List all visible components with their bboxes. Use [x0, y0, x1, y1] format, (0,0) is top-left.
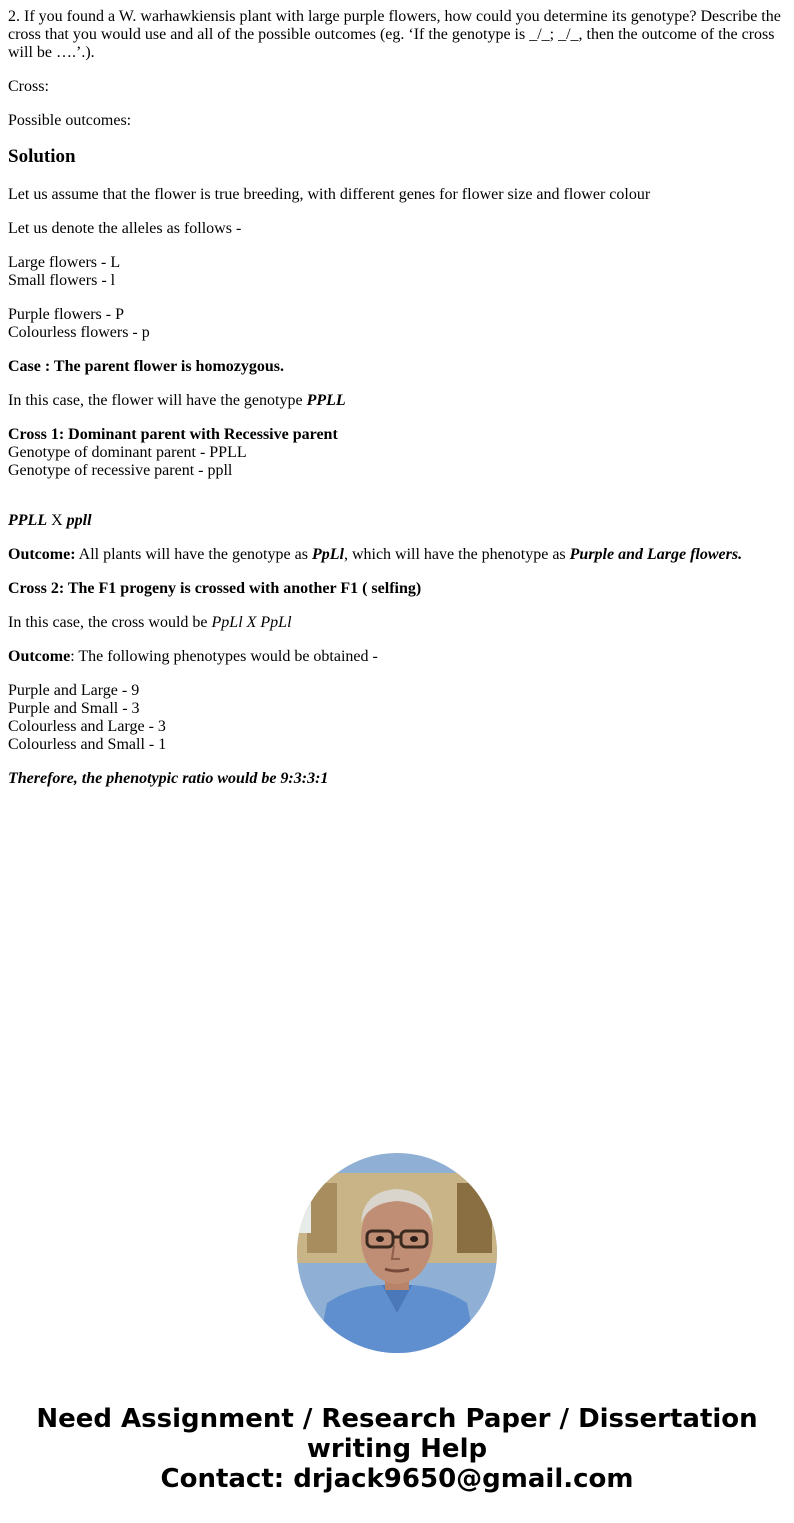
allele-large: Large flowers - L [8, 254, 121, 271]
document-content [8, 8, 786, 804]
phenotype-item: Colourless and Small - 1 [8, 736, 167, 753]
cross1-block [8, 426, 786, 480]
alleles-colour-block [8, 306, 786, 342]
footer-contact: Contact: drjack9650@gmail.com [160, 1464, 634, 1494]
cross2-heading: Cross 2: The F1 progeny is crossed with another F1 ( selfing) [8, 580, 422, 597]
question-text: 2. If you found a W. warhawkiensis plant with large purple flowers, how could you determine its genotype? Describe the cross that you would use and all of the possible outcomes (eg. ‘If the genotype is _/_; _/_, then the outcome of the cross will be ….’.). [8, 8, 781, 61]
cross-label: Cross: [8, 78, 49, 95]
phenotype-item: Purple and Small - 3 [8, 700, 140, 717]
cross1-outcome: Outcome: All plants will have the genotype as PpLl, which will have the phenotype as Purple and Large flowers. [8, 546, 743, 563]
cross1-heading: Cross 1: Dominant parent with Recessive parent [8, 426, 338, 443]
solution-heading: Solution [8, 146, 76, 167]
assumption-text: Let us assume that the flower is true breeding, with different genes for flower size and flower colour [8, 186, 651, 203]
conclusion: Therefore, the phenotypic ratio would be 9:3:3:1 [8, 770, 329, 787]
possible-outcomes-label: Possible outcomes: [8, 112, 132, 129]
cross2-outcome: Outcome: The following phenotypes would be obtained - [8, 648, 378, 665]
footer-line-2: writing Help [306, 1434, 488, 1464]
phenotype-item: Colourless and Large - 3 [8, 718, 166, 735]
cross1-recessive: Genotype of recessive parent - ppll [8, 462, 233, 479]
author-photo-icon [297, 1153, 497, 1353]
phenotype-item: Purple and Large - 9 [8, 682, 140, 699]
alleles-intro: Let us denote the alleles as follows - [8, 220, 242, 237]
cross2-text: In this case, the cross would be PpLl X PpLl [8, 614, 292, 631]
case-heading: Case : The parent flower is homozygous. [8, 358, 284, 375]
allele-colourless: Colourless flowers - p [8, 324, 150, 341]
author-avatar [297, 1153, 497, 1353]
footer-banner [0, 1404, 794, 1494]
case-genotype: PPLL [306, 392, 346, 409]
footer-line-1: Need Assignment / Research Paper / Dissertation [36, 1404, 758, 1434]
phenotype-list [8, 682, 786, 754]
cross1-dominant: Genotype of dominant parent - PPLL [8, 444, 247, 461]
case-text: In this case, the flower will have the genotype PPLL [8, 392, 346, 409]
allele-purple: Purple flowers - P [8, 306, 124, 323]
allele-small: Small flowers - l [8, 272, 116, 289]
cross2-equation: PpLl X PpLl [211, 614, 292, 631]
alleles-size-block [8, 254, 786, 290]
cross1-equation: PPLL X ppll [8, 512, 92, 529]
